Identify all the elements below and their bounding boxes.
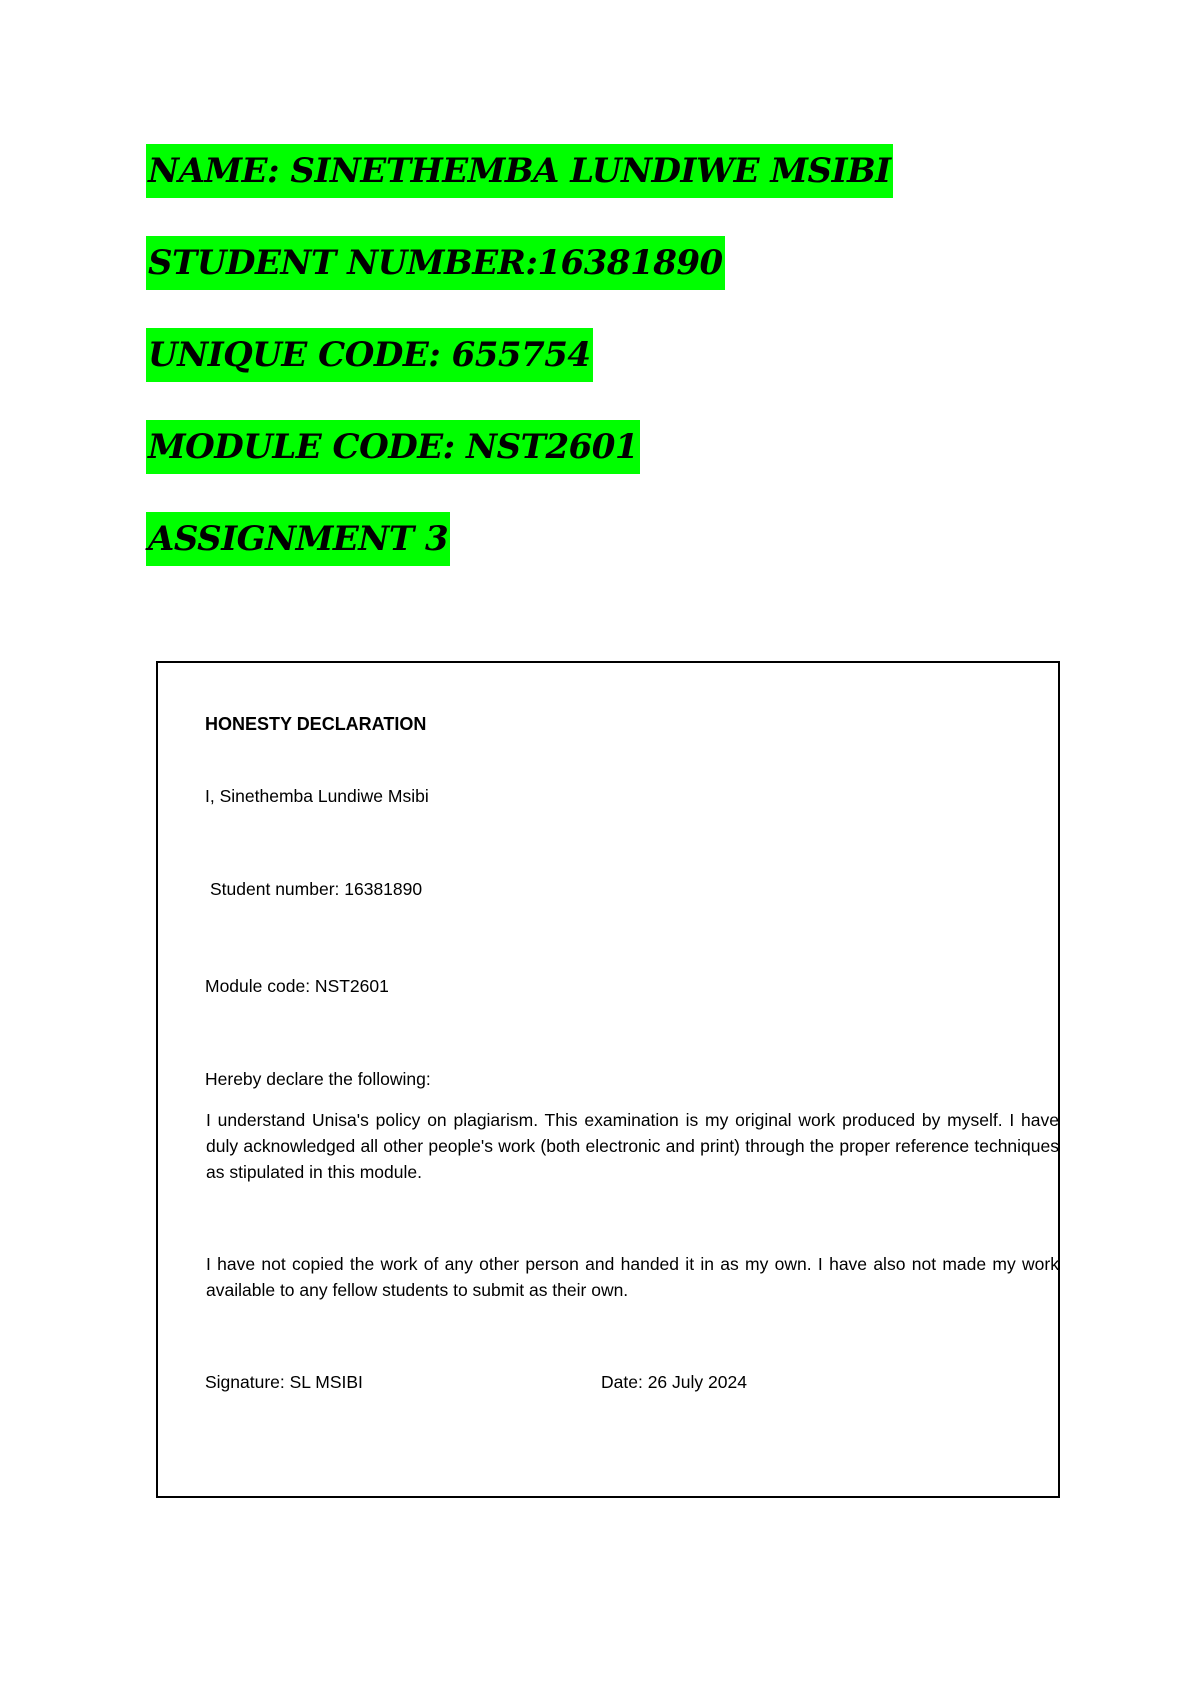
declaration-paragraph-1: I understand Unisa's policy on plagiarism. This examination is my original work produced by myself. I have duly acknowledged all other people's work (both electronic and print) through the proper reference techniques as stipulated in this module. [206, 1110, 1059, 1182]
cover-student-number-line: STUDENT NUMBER:16381890 [146, 236, 725, 290]
declaration-student-number: Student number: 16381890 [210, 879, 423, 899]
declaration-module-code: Module code: NST2601 [205, 976, 389, 996]
cover-name-line: NAME: SINETHEMBA LUNDIWE MSIBI [146, 144, 893, 198]
declaration-paragraph-2: I have not copied the work of any other person and handed it in as my own. I have also not made my work available to any fellow students to submit as their own. [206, 1254, 1059, 1300]
declaration-name-line: I, Sinethemba Lundiwe Msibi [205, 786, 429, 806]
declaration-title: HONESTY DECLARATION [205, 714, 427, 734]
cover-module-code-line: MODULE CODE: NST2601 [146, 420, 640, 474]
cover-unique-code-line: UNIQUE CODE: 655754 [146, 328, 593, 382]
declaration-signature: Signature: SL MSIBI [205, 1372, 363, 1392]
declaration-hereby-line: Hereby declare the following: [205, 1069, 431, 1089]
declaration-date: Date: 26 July 2024 [601, 1372, 747, 1392]
cover-assignment-line: ASSIGNMENT 3 [146, 512, 450, 566]
